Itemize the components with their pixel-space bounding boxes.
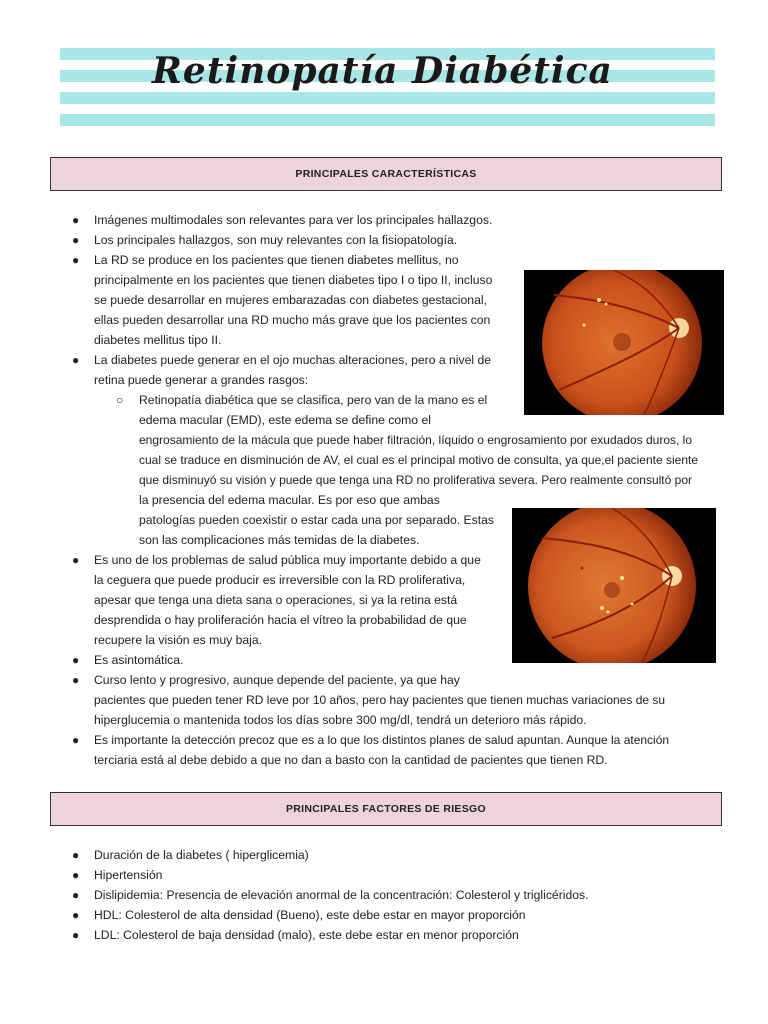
bullet-glyph: ●: [72, 213, 80, 227]
bullet-glyph: ●: [72, 868, 80, 882]
bullet-glyph: ●: [72, 848, 80, 862]
list-item-line: hiperglucemia o mantenida todos los días sobre 300 mg/dl, tendrá un deterioro más rápido.: [94, 713, 587, 727]
bullet-glyph: ●: [72, 653, 80, 667]
sub-list-item-line: engrosamiento de la mácula que puede haber filtración, líquido o engrosamiento por exudados duros, lo: [139, 433, 693, 447]
bullet-glyph: ●: [72, 233, 80, 247]
list-item: Los principales hallazgos, son muy relevantes con la fisiopatología.: [94, 233, 458, 247]
list-item: Es asintomática.: [94, 653, 184, 667]
list-item: LDL: Colesterol de baja densidad (malo), este debe estar en menor proporción: [94, 928, 519, 942]
list-item: HDL: Colesterol de alta densidad (Bueno), este debe estar en mayor proporción: [94, 908, 526, 922]
bullet-glyph: ●: [72, 553, 80, 567]
list-item: Hipertensión: [94, 868, 163, 882]
list-item-line: terciaria está al debe debido a que no dan a basto con la cantidad de pacientes que tienen RD.: [94, 753, 608, 767]
bullet-glyph: ●: [72, 908, 80, 922]
bullet-glyph: ●: [72, 353, 80, 367]
list-item: Dislipidemia: Presencia de elevación anormal de la concentración: Colesterol y triglicéridos.: [94, 888, 589, 902]
sub-list-item-line: la presencia del edema macular. Es por eso que ambas: [139, 493, 440, 507]
bullet-glyph: ●: [72, 733, 80, 747]
list-item-line: Es uno de los problemas de salud pública muy importante debido a que: [94, 553, 481, 567]
list-item-line: principalmente en los pacientes que tienen diabetes tipo I o tipo II, incluso: [94, 273, 493, 287]
list-item-line: se puede desarrollar en mujeres embarazadas con diabetes gestacional,: [94, 293, 487, 307]
sub-list-item-line: edema macular (EMD), este edema se define como el: [139, 413, 431, 427]
list-item-line: Curso lento y progresivo, aunque depende del paciente, ya que hay: [94, 673, 460, 687]
sub-list-item-line: cual se traduce en disminución de AV, el cual es el principal motivo de consulta, ya que,el paciente siente: [139, 453, 699, 467]
list-item-line: pacientes que pueden tener RD leve por 10 años, pero hay pacientes que tienen muchas variaciones de su: [94, 693, 666, 707]
bullet-glyph: ●: [72, 928, 80, 942]
list-item: Imágenes multimodales son relevantes para ver los principales hallazgos.: [94, 213, 493, 227]
list-item-line: Es importante la detección precoz que es a lo que los distintos planes de salud apuntan. Aunque la atención: [94, 733, 670, 747]
list-item-line: ellas pueden desarrollar una RD mucho más grave que los pacientes con: [94, 313, 491, 327]
list-item-line: la ceguera que puede producir es irreversible con la RD proliferativa,: [94, 573, 466, 587]
section-heading-characteristics: PRINCIPALES CARACTERÍSTICAS: [50, 157, 722, 191]
sub-list-item-line: son las complicaciones más temidas de la diabetes.: [139, 533, 420, 547]
bullet-glyph: ●: [72, 673, 80, 687]
section-heading-risk-factors: PRINCIPALES FACTORES DE RIESGO: [50, 792, 722, 826]
list-item-line: retina puede generar a grandes rasgos:: [94, 373, 309, 387]
list-item-line: La diabetes puede generar en el ojo muchas alteraciones, pero a nivel de: [94, 353, 492, 367]
page-title: Retinopatía Diabética: [152, 50, 613, 92]
sub-list-item-line: patologías pueden coexistir o estar cada una por separado. Estas: [139, 513, 495, 527]
list-item-line: diabetes mellitus tipo II.: [94, 333, 222, 347]
bullet-glyph: ●: [72, 888, 80, 902]
sub-bullet-glyph: ○: [116, 393, 124, 407]
sub-list-item-line: Retinopatía diabética que se clasifica, pero van de la mano es el: [139, 393, 488, 407]
list-item-line: desprendida o hay proliferación hacia el vítreo la probabilidad de que: [94, 613, 467, 627]
list-item-line: La RD se produce en los pacientes que tienen diabetes mellitus, no: [94, 253, 459, 267]
list-item-line: apesar que tenga una dieta sana o operaciones, si ya la retina está: [94, 593, 458, 607]
list-item: Duración de la diabetes ( hiperglicemia): [94, 848, 309, 862]
bullet-glyph: ●: [72, 253, 80, 267]
list-item-line: recupere la visión es muy baja.: [94, 633, 263, 647]
sub-list-item-line: que disminuyó su visión y puede que tenga una RD no proliferativa severa. Pero realmente consultó por: [139, 473, 692, 487]
